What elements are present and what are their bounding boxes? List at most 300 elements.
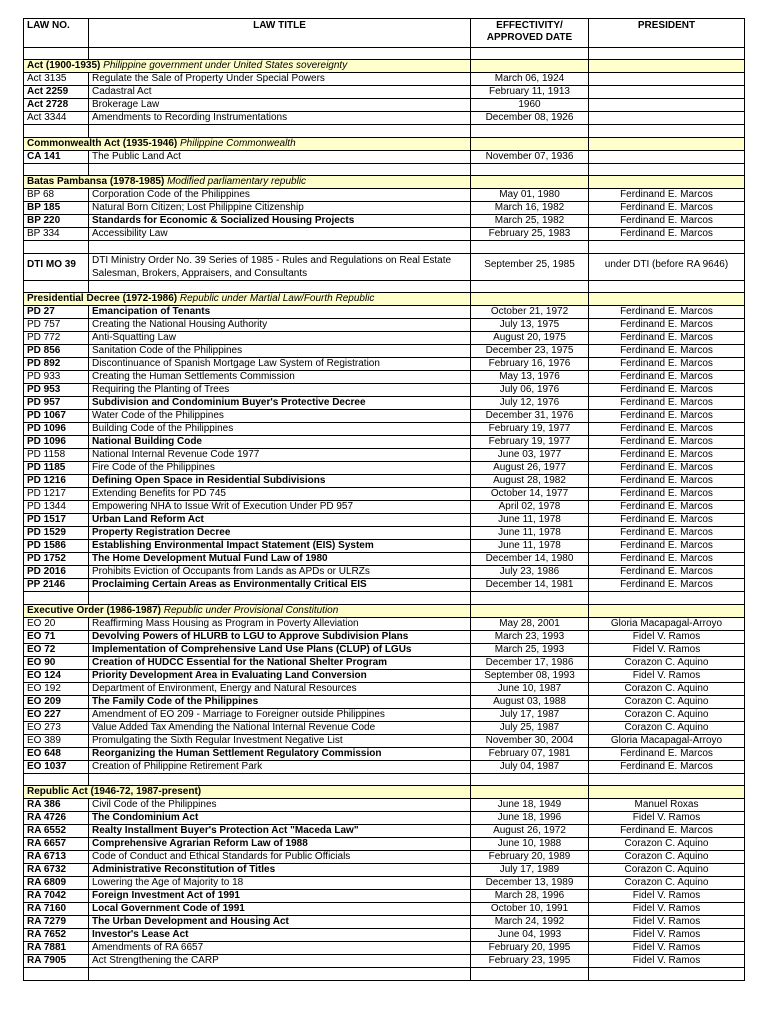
law-no-cell: Act 2259 (24, 86, 89, 99)
section-label: Executive Order (1986-1987) (27, 604, 161, 616)
president-cell: Ferdinand E. Marcos (589, 332, 745, 345)
law-title-cell: Building Code of the Philippines (89, 423, 471, 436)
law-no-cell: RA 6732 (24, 864, 89, 877)
section-label: Presidential Decree (1972-1986) (27, 293, 178, 305)
law-title-cell: Subdivision and Condominium Buyer's Protective Decree (89, 397, 471, 410)
law-no-cell: Act 3135 (24, 73, 89, 86)
president-cell: Fidel V. Ramos (589, 812, 745, 825)
effectivity-date-cell: June 11, 1978 (471, 527, 589, 540)
law-title-cell: Fire Code of the Philippines (89, 462, 471, 475)
law-title-cell: DTI Ministry Order No. 39 Series of 1985 - Rules and Regulations on Real Estate Salesman, Brokers, Appraisers, and Consultants (89, 253, 471, 280)
law-no-cell: RA 6552 (24, 825, 89, 838)
section-empty-cell (471, 176, 589, 189)
law-title-cell: Regulate the Sale of Property Under Special Powers (89, 73, 471, 86)
blank-row (24, 280, 745, 292)
law-no-cell: PD 892 (24, 358, 89, 371)
effectivity-date-cell: August 26, 1972 (471, 825, 589, 838)
law-no-cell: EO 1037 (24, 760, 89, 773)
header-president: PRESIDENT (589, 19, 745, 48)
blank-cell (89, 773, 471, 785)
president-cell: Ferdinand E. Marcos (589, 553, 745, 566)
header-row (24, 19, 745, 48)
table-row (24, 656, 745, 669)
table-row (24, 514, 745, 527)
law-no-cell: PD 1158 (24, 449, 89, 462)
blank-cell (589, 280, 745, 292)
law-title-cell: Proclaiming Certain Areas as Environmentally Critical EIS (89, 579, 471, 592)
law-title-cell: Administrative Reconstitution of Titles (89, 864, 471, 877)
law-no-cell: PD 856 (24, 345, 89, 358)
table-row (24, 319, 745, 332)
blank-row (24, 125, 745, 137)
table-row (24, 423, 745, 436)
effectivity-date-cell: 1960 (471, 99, 589, 112)
table-row (24, 202, 745, 215)
effectivity-date-cell: October 14, 1977 (471, 488, 589, 501)
law-title-cell: Act Strengthening the CARP (89, 955, 471, 968)
law-no-cell: BP 185 (24, 202, 89, 215)
law-title-cell: Creation of Philippine Retirement Park (89, 760, 471, 773)
section-empty-cell (589, 137, 745, 150)
law-title-cell: Defining Open Space in Residential Subdivisions (89, 475, 471, 488)
table-row (24, 553, 745, 566)
president-cell: Gloria Macapagal-Arroyo (589, 734, 745, 747)
table-row (24, 812, 745, 825)
blank-cell (589, 125, 745, 137)
effectivity-date-cell: July 04, 1987 (471, 760, 589, 773)
president-cell: Corazon C. Aquino (589, 656, 745, 669)
president-cell: Ferdinand E. Marcos (589, 579, 745, 592)
president-cell: Fidel V. Ramos (589, 890, 745, 903)
blank-row (24, 773, 745, 785)
president-cell: Ferdinand E. Marcos (589, 540, 745, 553)
law-no-cell: PD 1096 (24, 436, 89, 449)
effectivity-date-cell: December 31, 1976 (471, 410, 589, 423)
law-no-cell: RA 7279 (24, 916, 89, 929)
table-row (24, 566, 745, 579)
table-row (24, 228, 745, 241)
president-cell: Ferdinand E. Marcos (589, 449, 745, 462)
section-description: Philippine Commonwealth (180, 137, 296, 149)
section-label-cell (24, 60, 471, 73)
law-no-cell: PD 933 (24, 371, 89, 384)
effectivity-date-cell: December 13, 1989 (471, 877, 589, 890)
section-label-cell (24, 604, 471, 617)
effectivity-date-cell: February 11, 1913 (471, 86, 589, 99)
header-effectivity: EFFECTIVITY/ APPROVED DATE (471, 19, 589, 48)
table-row (24, 449, 745, 462)
table-row (24, 630, 745, 643)
section-label: Act (1900-1935) (27, 60, 101, 72)
section-empty-cell (589, 604, 745, 617)
table-row (24, 462, 745, 475)
table-row (24, 695, 745, 708)
president-cell: Ferdinand E. Marcos (589, 462, 745, 475)
law-title-cell: Local Government Code of 1991 (89, 903, 471, 916)
president-cell: Ferdinand E. Marcos (589, 202, 745, 215)
president-cell: Manuel Roxas (589, 799, 745, 812)
law-title-cell: Creating the National Housing Authority (89, 319, 471, 332)
effectivity-date-cell: February 07, 1981 (471, 747, 589, 760)
section-header-row (24, 176, 745, 189)
effectivity-date-cell: June 11, 1978 (471, 540, 589, 553)
section-label-cell (24, 293, 471, 306)
section-header-row (24, 293, 745, 306)
effectivity-date-cell: December 23, 1975 (471, 345, 589, 358)
law-no-cell: RA 4726 (24, 812, 89, 825)
header-law-title: LAW TITLE (89, 19, 471, 48)
president-cell: Fidel V. Ramos (589, 669, 745, 682)
law-title-cell: Lowering the Age of Majority to 18 (89, 877, 471, 890)
president-cell (589, 150, 745, 163)
law-no-cell: PD 1517 (24, 514, 89, 527)
law-title-cell: Creating the Human Settlements Commission (89, 371, 471, 384)
blank-cell (24, 968, 89, 980)
blank-cell (89, 241, 471, 253)
table-row (24, 112, 745, 125)
law-no-cell: PD 957 (24, 397, 89, 410)
table-row (24, 760, 745, 773)
blank-cell (89, 163, 471, 175)
table-row (24, 475, 745, 488)
president-cell: Ferdinand E. Marcos (589, 514, 745, 527)
law-no-cell: RA 7160 (24, 903, 89, 916)
effectivity-date-cell: August 20, 1975 (471, 332, 589, 345)
president-cell: Ferdinand E. Marcos (589, 436, 745, 449)
president-cell (589, 99, 745, 112)
law-no-cell: RA 6713 (24, 851, 89, 864)
president-cell: Ferdinand E. Marcos (589, 566, 745, 579)
blank-cell (24, 125, 89, 137)
law-no-cell: EO 273 (24, 721, 89, 734)
law-title-cell: Cadastral Act (89, 86, 471, 99)
table-row (24, 332, 745, 345)
law-title-cell: Accessibility Law (89, 228, 471, 241)
table-row (24, 397, 745, 410)
table-row (24, 384, 745, 397)
effectivity-date-cell: May 28, 2001 (471, 617, 589, 630)
law-title-cell: Urban Land Reform Act (89, 514, 471, 527)
section-label-cell (24, 176, 471, 189)
law-title-cell: Creation of HUDCC Essential for the National Shelter Program (89, 656, 471, 669)
law-no-cell: RA 386 (24, 799, 89, 812)
law-no-cell: RA 7881 (24, 942, 89, 955)
effectivity-date-cell: July 25, 1987 (471, 721, 589, 734)
effectivity-date-cell: May 01, 1980 (471, 189, 589, 202)
table-row (24, 358, 745, 371)
law-no-cell: EO 209 (24, 695, 89, 708)
section-empty-cell (471, 293, 589, 306)
law-title-cell: Standards for Economic & Socialized Housing Projects (89, 215, 471, 228)
law-no-cell: BP 68 (24, 189, 89, 202)
table-row (24, 890, 745, 903)
effectivity-date-cell: September 25, 1985 (471, 253, 589, 280)
section-empty-cell (589, 786, 745, 799)
law-no-cell: PD 772 (24, 332, 89, 345)
law-title-cell: Amendment of EO 209 - Marriage to Foreigner outside Philippines (89, 708, 471, 721)
law-no-cell: RA 6809 (24, 877, 89, 890)
effectivity-date-cell: August 26, 1977 (471, 462, 589, 475)
law-title-cell: Reorganizing the Human Settlement Regulatory Commission (89, 747, 471, 760)
section-empty-cell (471, 604, 589, 617)
president-cell: Corazon C. Aquino (589, 851, 745, 864)
effectivity-date-cell: June 18, 1996 (471, 812, 589, 825)
table-row (24, 799, 745, 812)
section-label-cell (24, 137, 471, 150)
law-no-cell: RA 7652 (24, 929, 89, 942)
section-header-row (24, 604, 745, 617)
blank-cell (471, 280, 589, 292)
table-row (24, 579, 745, 592)
law-title-cell: The Condominium Act (89, 812, 471, 825)
section-description: Republic under Provisional Constitution (163, 604, 339, 616)
blank-cell (471, 241, 589, 253)
president-cell: Fidel V. Ramos (589, 916, 745, 929)
president-cell: Ferdinand E. Marcos (589, 747, 745, 760)
table-row (24, 955, 745, 968)
effectivity-date-cell: August 03, 1988 (471, 695, 589, 708)
blank-cell (24, 773, 89, 785)
section-description: Republic under Martial Law/Fourth Republic (179, 293, 375, 305)
law-title-cell: Implementation of Comprehensive Land Use Plans (CLUP) of LGUs (89, 643, 471, 656)
president-cell: Ferdinand E. Marcos (589, 397, 745, 410)
table-row (24, 669, 745, 682)
blank-cell (471, 125, 589, 137)
law-title-cell: Realty Installment Buyer's Protection Act "Maceda Law" (89, 825, 471, 838)
blank-row (24, 968, 745, 980)
law-no-cell: EO 71 (24, 630, 89, 643)
table-row (24, 838, 745, 851)
law-title-cell: Establishing Environmental Impact Statement (EIS) System (89, 540, 471, 553)
blank-cell (24, 592, 89, 604)
law-no-cell: PD 1185 (24, 462, 89, 475)
law-title-cell: Brokerage Law (89, 99, 471, 112)
law-no-cell: PD 953 (24, 384, 89, 397)
law-title-cell: The Home Development Mutual Fund Law of 1980 (89, 553, 471, 566)
law-title-cell: Comprehensive Agrarian Reform Law of 1988 (89, 838, 471, 851)
blank-cell (89, 125, 471, 137)
law-no-cell: PD 1096 (24, 423, 89, 436)
law-no-cell: EO 192 (24, 682, 89, 695)
blank-cell (89, 280, 471, 292)
law-no-cell: PD 1529 (24, 527, 89, 540)
law-title-cell: Investor's Lease Act (89, 929, 471, 942)
effectivity-date-cell: June 04, 1993 (471, 929, 589, 942)
effectivity-date-cell: July 12, 1976 (471, 397, 589, 410)
blank-cell (24, 163, 89, 175)
president-cell: Ferdinand E. Marcos (589, 345, 745, 358)
law-no-cell: CA 141 (24, 150, 89, 163)
blank-cell (589, 241, 745, 253)
table-row (24, 215, 745, 228)
law-title-cell: Emancipation of Tenants (89, 306, 471, 319)
law-title-cell: Prohibits Eviction of Occupants from Lands as APDs or ULRZs (89, 566, 471, 579)
blank-cell (589, 592, 745, 604)
effectivity-date-cell: February 20, 1989 (471, 851, 589, 864)
table-row (24, 436, 745, 449)
effectivity-date-cell: February 25, 1983 (471, 228, 589, 241)
law-no-cell: EO 90 (24, 656, 89, 669)
effectivity-date-cell: July 17, 1987 (471, 708, 589, 721)
law-title-cell: Foreign Investment Act of 1991 (89, 890, 471, 903)
law-title-cell: The Urban Development and Housing Act (89, 916, 471, 929)
table-row (24, 501, 745, 514)
president-cell: Ferdinand E. Marcos (589, 527, 745, 540)
law-title-cell: Corporation Code of the Philippines (89, 189, 471, 202)
law-no-cell: PD 1344 (24, 501, 89, 514)
effectivity-date-cell: December 14, 1981 (471, 579, 589, 592)
effectivity-date-cell: July 06, 1976 (471, 384, 589, 397)
president-cell: Ferdinand E. Marcos (589, 384, 745, 397)
blank-cell (89, 968, 471, 980)
law-title-cell: Amendments to Recording Instrumentations (89, 112, 471, 125)
president-cell: Ferdinand E. Marcos (589, 306, 745, 319)
law-no-cell: EO 72 (24, 643, 89, 656)
section-label: Batas Pambansa (1978-1985) (27, 176, 165, 188)
effectivity-date-cell: March 06, 1924 (471, 73, 589, 86)
law-no-cell: BP 334 (24, 228, 89, 241)
effectivity-date-cell: July 17, 1989 (471, 864, 589, 877)
table-row (24, 527, 745, 540)
effectivity-date-cell: June 18, 1949 (471, 799, 589, 812)
law-title-cell: Empowering NHA to Issue Writ of Execution Under PD 957 (89, 501, 471, 514)
law-title-cell: Value Added Tax Amending the National Internal Revenue Code (89, 721, 471, 734)
table-row (24, 851, 745, 864)
section-header-row (24, 137, 745, 150)
effectivity-date-cell: February 19, 1977 (471, 423, 589, 436)
table-row (24, 345, 745, 358)
law-no-cell: PD 27 (24, 306, 89, 319)
president-cell: Corazon C. Aquino (589, 721, 745, 734)
law-title-cell: The Family Code of the Philippines (89, 695, 471, 708)
president-cell: Corazon C. Aquino (589, 708, 745, 721)
effectivity-date-cell: June 10, 1987 (471, 682, 589, 695)
table-row (24, 682, 745, 695)
blank-cell (589, 163, 745, 175)
law-title-cell: Water Code of the Philippines (89, 410, 471, 423)
president-cell: Corazon C. Aquino (589, 682, 745, 695)
president-cell: Ferdinand E. Marcos (589, 760, 745, 773)
table-row (24, 371, 745, 384)
blank-cell (471, 592, 589, 604)
effectivity-date-cell: November 07, 1936 (471, 150, 589, 163)
blank-cell (89, 48, 471, 60)
effectivity-date-cell: March 23, 1993 (471, 630, 589, 643)
effectivity-date-cell: March 25, 1982 (471, 215, 589, 228)
president-cell: Fidel V. Ramos (589, 630, 745, 643)
table-row (24, 540, 745, 553)
president-cell: Fidel V. Ramos (589, 903, 745, 916)
law-title-cell: Promulgating the Sixth Regular Investment Negative List (89, 734, 471, 747)
blank-row (24, 241, 745, 253)
law-no-cell: RA 6657 (24, 838, 89, 851)
blank-row (24, 163, 745, 175)
president-cell: Ferdinand E. Marcos (589, 501, 745, 514)
president-cell: Gloria Macapagal-Arroyo (589, 617, 745, 630)
section-label: Republic Act (1946-72, 1987-present) (27, 786, 202, 798)
blank-cell (471, 48, 589, 60)
president-cell: Fidel V. Ramos (589, 955, 745, 968)
effectivity-date-cell: October 21, 1972 (471, 306, 589, 319)
president-cell (589, 73, 745, 86)
effectivity-date-cell: September 08, 1993 (471, 669, 589, 682)
law-no-cell: RA 7905 (24, 955, 89, 968)
law-no-cell: RA 7042 (24, 890, 89, 903)
law-table (23, 18, 745, 981)
law-title-cell: Natural Born Citizen; Lost Philippine Citizenship (89, 202, 471, 215)
section-description: Philippine government under United States sovereignty (103, 60, 348, 72)
section-empty-cell (589, 293, 745, 306)
president-cell: Ferdinand E. Marcos (589, 215, 745, 228)
table-row (24, 99, 745, 112)
effectivity-date-cell: July 13, 1975 (471, 319, 589, 332)
law-no-cell: PP 2146 (24, 579, 89, 592)
law-no-cell: EO 648 (24, 747, 89, 760)
blank-row (24, 48, 745, 60)
law-title-cell: The Public Land Act (89, 150, 471, 163)
president-cell: Corazon C. Aquino (589, 877, 745, 890)
table-row (24, 877, 745, 890)
table-row (24, 734, 745, 747)
law-no-cell: Act 2728 (24, 99, 89, 112)
table-row (24, 825, 745, 838)
law-title-cell: Reaffirming Mass Housing as Program in Poverty Alleviation (89, 617, 471, 630)
effectivity-date-cell: December 14, 1980 (471, 553, 589, 566)
table-row (24, 150, 745, 163)
law-title-cell: Discontinuance of Spanish Mortgage Law System of Registration (89, 358, 471, 371)
law-no-cell: EO 124 (24, 669, 89, 682)
blank-cell (589, 773, 745, 785)
president-cell: Fidel V. Ramos (589, 643, 745, 656)
law-no-cell: PD 757 (24, 319, 89, 332)
effectivity-date-cell: July 23, 1986 (471, 566, 589, 579)
section-description: Modified parliamentary republic (167, 176, 307, 188)
law-title-cell: Sanitation Code of the Philippines (89, 345, 471, 358)
effectivity-date-cell: March 24, 1992 (471, 916, 589, 929)
president-cell (589, 112, 745, 125)
law-title-cell: Priority Development Area in Evaluating Land Conversion (89, 669, 471, 682)
law-title-cell: Requiring the Planting of Trees (89, 384, 471, 397)
effectivity-date-cell: May 13, 1976 (471, 371, 589, 384)
effectivity-date-cell: March 16, 1982 (471, 202, 589, 215)
table-row (24, 916, 745, 929)
president-cell: Ferdinand E. Marcos (589, 423, 745, 436)
law-no-cell: BP 220 (24, 215, 89, 228)
blank-cell (24, 241, 89, 253)
table-row (24, 942, 745, 955)
effectivity-date-cell: June 03, 1977 (471, 449, 589, 462)
blank-row (24, 592, 745, 604)
table-row (24, 864, 745, 877)
section-empty-cell (471, 137, 589, 150)
effectivity-date-cell: June 10, 1988 (471, 838, 589, 851)
law-no-cell: EO 20 (24, 617, 89, 630)
law-title-cell: Extending Benefits for PD 745 (89, 488, 471, 501)
president-cell: Ferdinand E. Marcos (589, 189, 745, 202)
president-cell (589, 86, 745, 99)
law-no-cell: Act 3344 (24, 112, 89, 125)
table-row (24, 488, 745, 501)
law-title-cell: Devolving Powers of HLURB to LGU to Approve Subdivision Plans (89, 630, 471, 643)
law-no-cell: PD 1586 (24, 540, 89, 553)
law-title-cell: Civil Code of the Philippines (89, 799, 471, 812)
law-no-cell: DTI MO 39 (24, 253, 89, 280)
president-cell: Ferdinand E. Marcos (589, 228, 745, 241)
blank-cell (471, 773, 589, 785)
president-cell: Ferdinand E. Marcos (589, 371, 745, 384)
effectivity-date-cell: August 28, 1982 (471, 475, 589, 488)
section-empty-cell (471, 786, 589, 799)
